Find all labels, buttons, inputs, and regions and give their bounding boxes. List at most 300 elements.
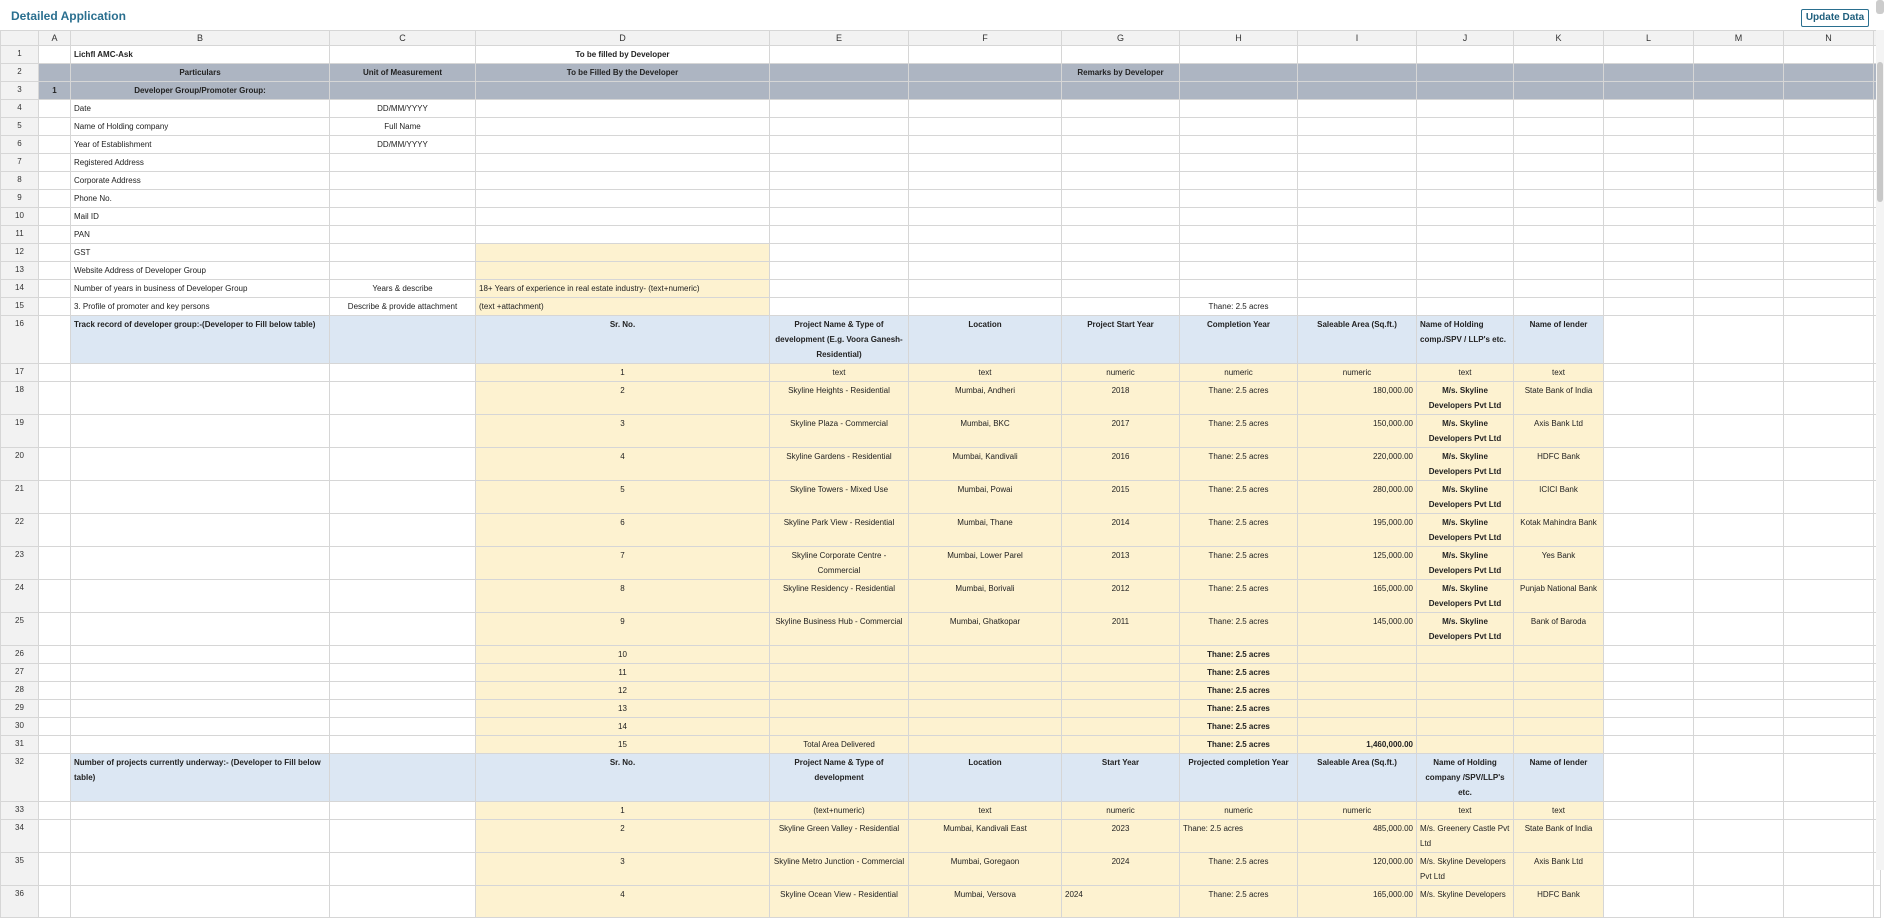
row-header[interactable]: 26 <box>1 646 39 664</box>
cell-empty[interactable] <box>1604 364 1694 382</box>
column-header-a[interactable]: A <box>39 31 71 46</box>
cell-d14[interactable]: 18+ Years of experience in real estate industry- (text+numeric) <box>476 280 770 298</box>
cell-k15[interactable] <box>1514 298 1604 316</box>
cell-i29[interactable] <box>1298 700 1417 718</box>
cell-empty[interactable] <box>1694 448 1784 481</box>
cell-empty[interactable] <box>1604 700 1694 718</box>
cell-f1[interactable] <box>909 46 1062 64</box>
cell-h35[interactable]: Thane: 2.5 acres <box>1180 853 1298 886</box>
cell-g10[interactable] <box>1062 208 1180 226</box>
cell-h30[interactable]: Thane: 2.5 acres <box>1180 718 1298 736</box>
cell-empty[interactable] <box>1784 298 1874 316</box>
cell-b31[interactable] <box>71 736 330 754</box>
cell-a22[interactable] <box>39 514 71 547</box>
cell-b4[interactable]: Date <box>71 100 330 118</box>
cell-empty[interactable] <box>1694 718 1784 736</box>
cell-f25[interactable]: Mumbai, Ghatkopar <box>909 613 1062 646</box>
cell-f29[interactable] <box>909 700 1062 718</box>
cell-k13[interactable] <box>1514 262 1604 280</box>
cell-empty[interactable] <box>1784 448 1874 481</box>
cell-i10[interactable] <box>1298 208 1417 226</box>
cell-empty[interactable] <box>1604 208 1694 226</box>
cell-e24[interactable]: Skyline Residency - Residential <box>770 580 909 613</box>
column-header-i[interactable]: I <box>1298 31 1417 46</box>
cell-e1[interactable] <box>770 46 909 64</box>
cell-empty[interactable] <box>1694 682 1784 700</box>
cell-e35[interactable]: Skyline Metro Junction - Commercial <box>770 853 909 886</box>
cell-c22[interactable] <box>330 514 476 547</box>
cell-j15[interactable] <box>1417 298 1514 316</box>
cell-e11[interactable] <box>770 226 909 244</box>
cell-f7[interactable] <box>909 154 1062 172</box>
row-header[interactable]: 3 <box>1 82 39 100</box>
cell-e2[interactable] <box>770 64 909 82</box>
cell-empty[interactable] <box>1604 754 1694 802</box>
select-all-corner[interactable] <box>1 31 39 46</box>
cell-j19[interactable]: M/s. Skyline Developers Pvt Ltd <box>1417 415 1514 448</box>
cell-k31[interactable] <box>1514 736 1604 754</box>
cell-a34[interactable] <box>39 820 71 853</box>
cell-empty[interactable] <box>1604 46 1694 64</box>
cell-k33[interactable]: text <box>1514 802 1604 820</box>
cell-j2[interactable] <box>1417 64 1514 82</box>
cell-empty[interactable] <box>1784 718 1874 736</box>
cell-a30[interactable] <box>39 718 71 736</box>
cell-h2[interactable] <box>1180 64 1298 82</box>
cell-e31[interactable]: Total Area Delivered <box>770 736 909 754</box>
cell-j14[interactable] <box>1417 280 1514 298</box>
cell-empty[interactable] <box>1784 613 1874 646</box>
cell-e16[interactable]: Project Name & Type of development (E.g. Voora Ganesh- Residential) <box>770 316 909 364</box>
cell-empty[interactable] <box>1604 280 1694 298</box>
cell-a28[interactable] <box>39 682 71 700</box>
cell-j33[interactable]: text <box>1417 802 1514 820</box>
cell-f20[interactable]: Mumbai, Kandivali <box>909 448 1062 481</box>
cell-empty[interactable] <box>1784 886 1874 918</box>
cell-empty[interactable] <box>1604 448 1694 481</box>
cell-d25[interactable]: 9 <box>476 613 770 646</box>
row-header[interactable]: 6 <box>1 136 39 154</box>
cell-empty[interactable] <box>1784 682 1874 700</box>
cell-i18[interactable]: 180,000.00 <box>1298 382 1417 415</box>
cell-h29[interactable]: Thane: 2.5 acres <box>1180 700 1298 718</box>
cell-f19[interactable]: Mumbai, BKC <box>909 415 1062 448</box>
column-header-l[interactable]: L <box>1604 31 1694 46</box>
column-header-m[interactable]: M <box>1694 31 1784 46</box>
cell-i11[interactable] <box>1298 226 1417 244</box>
cell-e3[interactable] <box>770 82 909 100</box>
cell-k4[interactable] <box>1514 100 1604 118</box>
column-header-h[interactable]: H <box>1180 31 1298 46</box>
cell-e10[interactable] <box>770 208 909 226</box>
cell-b36[interactable] <box>71 886 330 918</box>
cell-g8[interactable] <box>1062 172 1180 190</box>
cell-e25[interactable]: Skyline Business Hub - Commercial <box>770 613 909 646</box>
cell-d13[interactable] <box>476 262 770 280</box>
cell-b28[interactable] <box>71 682 330 700</box>
cell-k25[interactable]: Bank of Baroda <box>1514 613 1604 646</box>
cell-c21[interactable] <box>330 481 476 514</box>
cell-empty[interactable] <box>1694 580 1784 613</box>
cell-g35[interactable]: 2024 <box>1062 853 1180 886</box>
cell-a20[interactable] <box>39 448 71 481</box>
cell-h21[interactable]: Thane: 2.5 acres <box>1180 481 1298 514</box>
cell-g6[interactable] <box>1062 136 1180 154</box>
cell-d20[interactable]: 4 <box>476 448 770 481</box>
cell-i5[interactable] <box>1298 118 1417 136</box>
cell-empty[interactable] <box>1694 802 1784 820</box>
cell-i6[interactable] <box>1298 136 1417 154</box>
cell-a23[interactable] <box>39 547 71 580</box>
cell-a12[interactable] <box>39 244 71 262</box>
cell-empty[interactable] <box>1604 802 1694 820</box>
cell-g33[interactable]: numeric <box>1062 802 1180 820</box>
cell-empty[interactable] <box>1694 172 1784 190</box>
row-header[interactable]: 27 <box>1 664 39 682</box>
cell-k14[interactable] <box>1514 280 1604 298</box>
cell-e28[interactable] <box>770 682 909 700</box>
cell-g32[interactable]: Start Year <box>1062 754 1180 802</box>
cell-empty[interactable] <box>1604 718 1694 736</box>
cell-e9[interactable] <box>770 190 909 208</box>
cell-f9[interactable] <box>909 190 1062 208</box>
cell-h1[interactable] <box>1180 46 1298 64</box>
cell-j32[interactable]: Name of Holding company /SPV/LLP's etc. <box>1417 754 1514 802</box>
cell-empty[interactable] <box>1604 244 1694 262</box>
cell-f23[interactable]: Mumbai, Lower Parel <box>909 547 1062 580</box>
cell-f15[interactable] <box>909 298 1062 316</box>
cell-k5[interactable] <box>1514 118 1604 136</box>
cell-k17[interactable]: text <box>1514 364 1604 382</box>
row-header[interactable]: 18 <box>1 382 39 415</box>
cell-c13[interactable] <box>330 262 476 280</box>
cell-j1[interactable] <box>1417 46 1514 64</box>
cell-a36[interactable] <box>39 886 71 918</box>
cell-i17[interactable]: numeric <box>1298 364 1417 382</box>
cell-g11[interactable] <box>1062 226 1180 244</box>
cell-f36[interactable]: Mumbai, Versova <box>909 886 1062 918</box>
cell-i28[interactable] <box>1298 682 1417 700</box>
column-header-k[interactable]: K <box>1514 31 1604 46</box>
cell-c3[interactable] <box>330 82 476 100</box>
cell-empty[interactable] <box>1604 886 1694 918</box>
cell-g7[interactable] <box>1062 154 1180 172</box>
cell-e4[interactable] <box>770 100 909 118</box>
cell-empty[interactable] <box>1694 364 1784 382</box>
cell-a19[interactable] <box>39 415 71 448</box>
cell-h20[interactable]: Thane: 2.5 acres <box>1180 448 1298 481</box>
cell-j29[interactable] <box>1417 700 1514 718</box>
cell-h34[interactable]: Thane: 2.5 acres <box>1180 820 1298 853</box>
cell-empty[interactable] <box>1784 190 1874 208</box>
cell-c16[interactable] <box>330 316 476 364</box>
cell-f18[interactable]: Mumbai, Andheri <box>909 382 1062 415</box>
cell-j34[interactable]: M/s. Greenery Castle Pvt Ltd <box>1417 820 1514 853</box>
cell-d10[interactable] <box>476 208 770 226</box>
cell-empty[interactable] <box>1784 226 1874 244</box>
cell-k2[interactable] <box>1514 64 1604 82</box>
cell-i13[interactable] <box>1298 262 1417 280</box>
cell-k20[interactable]: HDFC Bank <box>1514 448 1604 481</box>
cell-empty[interactable] <box>1784 100 1874 118</box>
cell-empty[interactable] <box>1694 646 1784 664</box>
cell-empty[interactable] <box>1604 853 1694 886</box>
vertical-scrollbar[interactable] <box>1876 30 1884 870</box>
cell-empty[interactable] <box>1604 316 1694 364</box>
cell-g17[interactable]: numeric <box>1062 364 1180 382</box>
cell-a9[interactable] <box>39 190 71 208</box>
cell-a16[interactable] <box>39 316 71 364</box>
cell-empty[interactable] <box>1784 262 1874 280</box>
row-header[interactable]: 19 <box>1 415 39 448</box>
cell-d27[interactable]: 11 <box>476 664 770 682</box>
cell-h19[interactable]: Thane: 2.5 acres <box>1180 415 1298 448</box>
cell-j24[interactable]: M/s. Skyline Developers Pvt Ltd <box>1417 580 1514 613</box>
cell-i36[interactable]: 165,000.00 <box>1298 886 1417 918</box>
cell-b21[interactable] <box>71 481 330 514</box>
cell-empty[interactable] <box>1694 316 1784 364</box>
cell-k30[interactable] <box>1514 718 1604 736</box>
cell-i33[interactable]: numeric <box>1298 802 1417 820</box>
cell-empty[interactable] <box>1784 664 1874 682</box>
cell-i19[interactable]: 150,000.00 <box>1298 415 1417 448</box>
cell-empty[interactable] <box>1694 46 1784 64</box>
cell-g25[interactable]: 2011 <box>1062 613 1180 646</box>
cell-b20[interactable] <box>71 448 330 481</box>
row-header[interactable]: 10 <box>1 208 39 226</box>
cell-empty[interactable] <box>1694 820 1784 853</box>
cell-f8[interactable] <box>909 172 1062 190</box>
cell-b5[interactable]: Name of Holding company <box>71 118 330 136</box>
row-header[interactable]: 23 <box>1 547 39 580</box>
cell-f12[interactable] <box>909 244 1062 262</box>
cell-d28[interactable]: 12 <box>476 682 770 700</box>
cell-f32[interactable]: Location <box>909 754 1062 802</box>
cell-a32[interactable] <box>39 754 71 802</box>
cell-k24[interactable]: Punjab National Bank <box>1514 580 1604 613</box>
cell-h18[interactable]: Thane: 2.5 acres <box>1180 382 1298 415</box>
cell-g23[interactable]: 2013 <box>1062 547 1180 580</box>
cell-d23[interactable]: 7 <box>476 547 770 580</box>
row-header[interactable]: 25 <box>1 613 39 646</box>
cell-f27[interactable] <box>909 664 1062 682</box>
cell-f6[interactable] <box>909 136 1062 154</box>
cell-empty[interactable] <box>1604 262 1694 280</box>
cell-b25[interactable] <box>71 613 330 646</box>
cell-g28[interactable] <box>1062 682 1180 700</box>
cell-h22[interactable]: Thane: 2.5 acres <box>1180 514 1298 547</box>
cell-i22[interactable]: 195,000.00 <box>1298 514 1417 547</box>
cell-empty[interactable] <box>1604 664 1694 682</box>
cell-g15[interactable] <box>1062 298 1180 316</box>
cell-empty[interactable] <box>1784 700 1874 718</box>
row-header[interactable]: 22 <box>1 514 39 547</box>
row-header[interactable]: 28 <box>1 682 39 700</box>
cell-d33[interactable]: 1 <box>476 802 770 820</box>
cell-d35[interactable]: 3 <box>476 853 770 886</box>
cell-h12[interactable] <box>1180 244 1298 262</box>
cell-empty[interactable] <box>1604 613 1694 646</box>
cell-f5[interactable] <box>909 118 1062 136</box>
column-header-b[interactable]: B <box>71 31 330 46</box>
cell-empty[interactable] <box>1694 226 1784 244</box>
cell-e14[interactable] <box>770 280 909 298</box>
cell-e30[interactable] <box>770 718 909 736</box>
cell-f21[interactable]: Mumbai, Powai <box>909 481 1062 514</box>
cell-empty[interactable] <box>1604 514 1694 547</box>
cell-empty[interactable] <box>1694 118 1784 136</box>
row-header[interactable]: 20 <box>1 448 39 481</box>
cell-j18[interactable]: M/s. Skyline Developers Pvt Ltd <box>1417 382 1514 415</box>
cell-empty[interactable] <box>1604 580 1694 613</box>
cell-k7[interactable] <box>1514 154 1604 172</box>
cell-empty[interactable] <box>1784 415 1874 448</box>
cell-a31[interactable] <box>39 736 71 754</box>
cell-e8[interactable] <box>770 172 909 190</box>
cell-f35[interactable]: Mumbai, Goregaon <box>909 853 1062 886</box>
cell-c31[interactable] <box>330 736 476 754</box>
cell-e32[interactable]: Project Name & Type of development <box>770 754 909 802</box>
cell-h33[interactable]: numeric <box>1180 802 1298 820</box>
cell-f3[interactable] <box>909 82 1062 100</box>
cell-empty[interactable] <box>1694 298 1784 316</box>
cell-a26[interactable] <box>39 646 71 664</box>
cell-empty[interactable] <box>1694 886 1784 918</box>
cell-b16[interactable]: Track record of developer group:-(Developer to Fill below table) <box>71 316 330 364</box>
cell-d4[interactable] <box>476 100 770 118</box>
cell-empty[interactable] <box>1694 244 1784 262</box>
row-header[interactable]: 21 <box>1 481 39 514</box>
cell-j27[interactable] <box>1417 664 1514 682</box>
cell-i34[interactable]: 485,000.00 <box>1298 820 1417 853</box>
scroll-corner-button[interactable] <box>1876 0 1884 14</box>
cell-b6[interactable]: Year of Establishment <box>71 136 330 154</box>
cell-b2[interactable]: Particulars <box>71 64 330 82</box>
row-header[interactable]: 29 <box>1 700 39 718</box>
cell-b33[interactable] <box>71 802 330 820</box>
cell-i20[interactable]: 220,000.00 <box>1298 448 1417 481</box>
cell-c4[interactable]: DD/MM/YYYY <box>330 100 476 118</box>
cell-i30[interactable] <box>1298 718 1417 736</box>
cell-empty[interactable] <box>1694 190 1784 208</box>
cell-g24[interactable]: 2012 <box>1062 580 1180 613</box>
cell-empty[interactable] <box>1604 118 1694 136</box>
cell-f14[interactable] <box>909 280 1062 298</box>
cell-j30[interactable] <box>1417 718 1514 736</box>
cell-f4[interactable] <box>909 100 1062 118</box>
row-header[interactable]: 2 <box>1 64 39 82</box>
cell-b11[interactable]: PAN <box>71 226 330 244</box>
cell-b3[interactable]: Developer Group/Promoter Group: <box>71 82 330 100</box>
cell-e18[interactable]: Skyline Heights - Residential <box>770 382 909 415</box>
cell-empty[interactable] <box>1604 547 1694 580</box>
row-header[interactable]: 12 <box>1 244 39 262</box>
cell-empty[interactable] <box>1604 64 1694 82</box>
cell-j8[interactable] <box>1417 172 1514 190</box>
cell-c1[interactable] <box>330 46 476 64</box>
cell-e19[interactable]: Skyline Plaza - Commercial <box>770 415 909 448</box>
cell-g3[interactable] <box>1062 82 1180 100</box>
cell-empty[interactable] <box>1694 100 1784 118</box>
cell-h6[interactable] <box>1180 136 1298 154</box>
cell-empty[interactable] <box>1604 226 1694 244</box>
cell-e29[interactable] <box>770 700 909 718</box>
cell-empty[interactable] <box>1604 736 1694 754</box>
cell-i1[interactable] <box>1298 46 1417 64</box>
cell-c20[interactable] <box>330 448 476 481</box>
cell-g30[interactable] <box>1062 718 1180 736</box>
cell-c35[interactable] <box>330 853 476 886</box>
cell-c9[interactable] <box>330 190 476 208</box>
cell-g29[interactable] <box>1062 700 1180 718</box>
cell-c36[interactable] <box>330 886 476 918</box>
row-header[interactable]: 24 <box>1 580 39 613</box>
cell-c8[interactable] <box>330 172 476 190</box>
scrollbar-thumb[interactable] <box>1877 62 1883 202</box>
cell-b35[interactable] <box>71 853 330 886</box>
cell-empty[interactable] <box>1694 280 1784 298</box>
cell-f30[interactable] <box>909 718 1062 736</box>
cell-d21[interactable]: 5 <box>476 481 770 514</box>
cell-j36[interactable]: M/s. Skyline Developers <box>1417 886 1514 918</box>
cell-h5[interactable] <box>1180 118 1298 136</box>
cell-f10[interactable] <box>909 208 1062 226</box>
row-header[interactable]: 5 <box>1 118 39 136</box>
cell-empty[interactable] <box>1784 64 1874 82</box>
cell-g4[interactable] <box>1062 100 1180 118</box>
cell-f2[interactable] <box>909 64 1062 82</box>
cell-j9[interactable] <box>1417 190 1514 208</box>
cell-a35[interactable] <box>39 853 71 886</box>
cell-j28[interactable] <box>1417 682 1514 700</box>
cell-d11[interactable] <box>476 226 770 244</box>
cell-g14[interactable] <box>1062 280 1180 298</box>
cell-b26[interactable] <box>71 646 330 664</box>
cell-empty[interactable] <box>1784 118 1874 136</box>
cell-empty[interactable] <box>1694 514 1784 547</box>
cell-b15[interactable]: 3. Profile of promoter and key persons <box>71 298 330 316</box>
cell-f34[interactable]: Mumbai, Kandivali East <box>909 820 1062 853</box>
cell-a2[interactable] <box>39 64 71 82</box>
cell-i31[interactable]: 1,460,000.00 <box>1298 736 1417 754</box>
cell-empty[interactable] <box>1694 82 1784 100</box>
cell-empty[interactable] <box>1694 613 1784 646</box>
cell-i24[interactable]: 165,000.00 <box>1298 580 1417 613</box>
cell-empty[interactable] <box>1604 298 1694 316</box>
cell-c24[interactable] <box>330 580 476 613</box>
cell-c32[interactable] <box>330 754 476 802</box>
cell-c30[interactable] <box>330 718 476 736</box>
cell-a25[interactable] <box>39 613 71 646</box>
cell-d30[interactable]: 14 <box>476 718 770 736</box>
cell-a27[interactable] <box>39 664 71 682</box>
cell-a29[interactable] <box>39 700 71 718</box>
cell-empty[interactable] <box>1694 154 1784 172</box>
cell-h27[interactable]: Thane: 2.5 acres <box>1180 664 1298 682</box>
cell-e22[interactable]: Skyline Park View - Residential <box>770 514 909 547</box>
cell-a11[interactable] <box>39 226 71 244</box>
cell-g26[interactable] <box>1062 646 1180 664</box>
cell-d16[interactable]: Sr. No. <box>476 316 770 364</box>
cell-e7[interactable] <box>770 154 909 172</box>
cell-d32[interactable]: Sr. No. <box>476 754 770 802</box>
cell-e26[interactable] <box>770 646 909 664</box>
column-header-f[interactable]: F <box>909 31 1062 46</box>
cell-d26[interactable]: 10 <box>476 646 770 664</box>
cell-a14[interactable] <box>39 280 71 298</box>
cell-f13[interactable] <box>909 262 1062 280</box>
cell-c26[interactable] <box>330 646 476 664</box>
